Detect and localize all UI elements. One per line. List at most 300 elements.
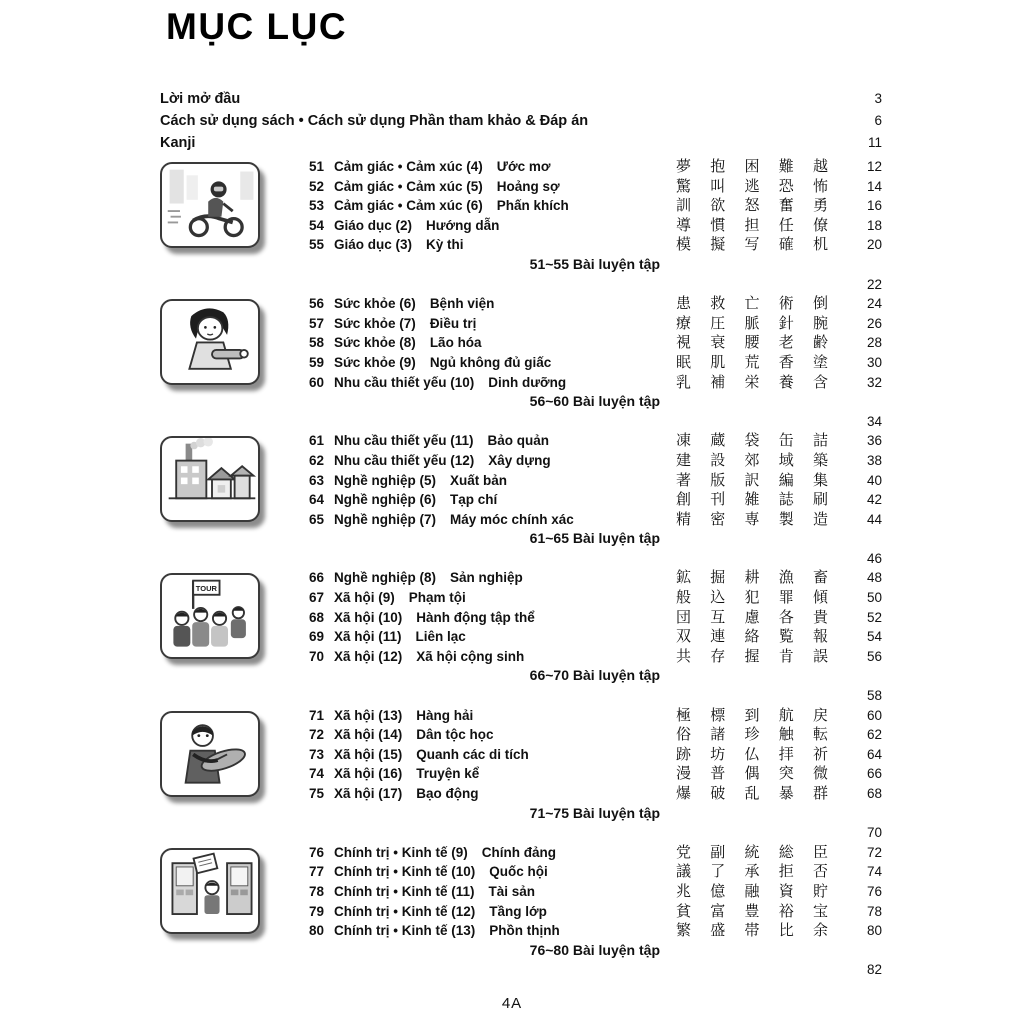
lesson-category: Cảm giác • Cảm xúc (6) — [334, 198, 483, 214]
lesson-topic: Tài sản — [488, 883, 536, 899]
kanji-char: 統 — [744, 842, 760, 861]
lesson-title — [334, 216, 676, 236]
kanji-char: 豊 — [744, 901, 760, 920]
lesson-page: 44 — [866, 511, 882, 527]
man-carrying-icon — [162, 713, 260, 794]
lesson-title — [334, 706, 676, 726]
lesson-row — [300, 314, 882, 334]
lesson-row — [300, 490, 882, 510]
lesson-category: Xã hội (17) — [334, 786, 403, 801]
lesson-kanji-list — [676, 471, 828, 491]
lesson-row — [300, 862, 882, 882]
lesson-row — [300, 745, 882, 765]
lesson-title — [334, 862, 676, 882]
kanji-char: 群 — [812, 784, 828, 802]
lesson-topic: Sản nghiệp — [450, 570, 523, 586]
lesson-number: 71 — [308, 707, 324, 723]
kanji-char: 凍 — [676, 431, 692, 450]
lesson-title — [334, 510, 676, 530]
lesson-page: 20 — [866, 237, 882, 253]
lesson-kanji-list — [676, 314, 828, 334]
kanji-char: 億 — [710, 881, 726, 900]
kanji-char: 党 — [676, 842, 692, 861]
lesson-number: 59 — [308, 354, 324, 370]
kanji-char: 恐 — [778, 176, 794, 195]
lesson-topic: Lão hóa — [429, 335, 482, 351]
lesson-topic: Quanh các di tích — [416, 746, 529, 762]
lesson-topic: Xuất bản — [450, 472, 508, 488]
lesson-kanji-list — [676, 235, 828, 255]
kanji-char: 荒 — [744, 352, 760, 371]
review-page: 34 — [866, 413, 882, 429]
kanji-char: 造 — [812, 509, 828, 528]
review-page: 22 — [866, 276, 882, 292]
kanji-char: 患 — [676, 294, 692, 313]
lesson-title — [334, 843, 676, 863]
lesson-topic: Tầng lớp — [489, 903, 547, 919]
kanji-char: 戻 — [812, 705, 828, 724]
lesson-rows — [300, 843, 882, 980]
kanji-char: 眠 — [676, 352, 692, 371]
toc-section — [160, 294, 882, 431]
lesson-number: 57 — [308, 315, 324, 331]
lesson-kanji-list — [676, 568, 828, 588]
lesson-row — [300, 647, 882, 667]
lesson-number: 54 — [308, 217, 324, 233]
kanji-char: 視 — [676, 333, 692, 352]
lesson-topic: Phấn khích — [496, 198, 569, 214]
kanji-char: 融 — [744, 881, 760, 900]
lesson-row — [300, 373, 882, 393]
lesson-topic: Xây dựng — [488, 452, 551, 468]
lesson-category: Nhu cầu thiết yếu (12) — [334, 452, 475, 468]
kanji-char: 否 — [812, 862, 828, 881]
lesson-page: 40 — [866, 472, 882, 488]
kanji-char: 怖 — [812, 176, 828, 195]
kanji-char: 精 — [676, 509, 692, 528]
lesson-page: 48 — [866, 570, 882, 586]
kanji-char: 模 — [676, 235, 692, 254]
kanji-char: 腕 — [812, 313, 828, 332]
man-carrying-illustration — [160, 711, 260, 797]
lesson-title — [334, 373, 676, 393]
lesson-number: 55 — [308, 237, 324, 253]
lesson-topic: Bệnh viện — [429, 296, 495, 312]
woman-first-aid-illustration — [160, 299, 260, 385]
lesson-category: Nghề nghiệp (6) — [334, 492, 436, 508]
kanji-char: 覧 — [778, 627, 794, 646]
kanji-char: 鉱 — [676, 568, 692, 587]
lesson-number: 68 — [308, 609, 324, 625]
lesson-kanji-list — [676, 294, 828, 314]
lesson-page: 30 — [866, 354, 882, 370]
kanji-char: 偶 — [744, 764, 760, 783]
kanji-char: 詰 — [812, 431, 828, 450]
lesson-rows — [300, 568, 882, 705]
lesson-page: 38 — [866, 452, 882, 468]
lesson-row — [300, 333, 882, 353]
motorbike-rider-illustration — [160, 162, 260, 248]
kanji-char: 欲 — [710, 196, 726, 215]
kanji-char: 込 — [710, 588, 726, 607]
lesson-number: 67 — [308, 590, 324, 606]
kanji-char: 確 — [778, 235, 794, 254]
review-page-row — [300, 823, 882, 843]
kanji-char: 双 — [676, 627, 692, 646]
lesson-title — [334, 235, 676, 255]
kanji-char: 養 — [778, 372, 794, 391]
lesson-kanji-list — [676, 764, 828, 784]
kanji-char: 任 — [778, 215, 794, 234]
kanji-char: 爆 — [676, 784, 692, 802]
kanji-char: 郊 — [744, 450, 760, 469]
kanji-char: 盛 — [710, 921, 726, 940]
lesson-category: Giáo dục (2) — [334, 217, 413, 233]
lesson-number: 65 — [308, 511, 324, 527]
review-row — [300, 392, 882, 412]
kanji-char: 困 — [744, 157, 760, 175]
review-page: 58 — [866, 688, 882, 704]
kanji-char: 含 — [812, 372, 828, 391]
lesson-title — [334, 353, 676, 373]
lesson-topic: Tạp chí — [450, 492, 498, 508]
kanji-char: 療 — [676, 313, 692, 332]
lesson-topic: Điều trị — [429, 315, 477, 331]
kanji-char: 総 — [778, 842, 794, 861]
kanji-char: 雑 — [744, 490, 760, 509]
kanji-char: 肌 — [710, 352, 726, 371]
kanji-char: 標 — [710, 705, 726, 724]
lesson-rows — [300, 431, 882, 568]
kanji-char: 抱 — [710, 157, 726, 175]
lesson-page: 24 — [866, 296, 882, 312]
tour-group-illustration — [160, 573, 260, 659]
kanji-char: 各 — [778, 607, 794, 626]
lesson-title — [334, 902, 676, 922]
lesson-page: 68 — [866, 786, 882, 801]
front-matter-list — [160, 88, 882, 154]
lesson-topic: Phồn thịnh — [489, 923, 560, 939]
review-page-row — [300, 960, 882, 980]
toc-section — [160, 706, 882, 843]
kanji-char: 到 — [744, 705, 760, 724]
lesson-topic: Xã hội cộng sinh — [416, 648, 525, 664]
lesson-kanji-list — [676, 921, 828, 941]
kanji-char: 般 — [676, 588, 692, 607]
kanji-char: 突 — [778, 764, 794, 783]
lesson-row — [300, 588, 882, 608]
lesson-kanji-list — [676, 902, 828, 922]
lesson-kanji-list — [676, 196, 828, 216]
kanji-char: 貯 — [812, 881, 828, 900]
kanji-char: 団 — [676, 607, 692, 626]
lesson-title — [334, 157, 676, 177]
lesson-kanji-list — [676, 627, 828, 647]
kanji-char: 漫 — [676, 764, 692, 783]
lesson-row — [300, 627, 882, 647]
lesson-page: 14 — [866, 178, 882, 194]
lesson-topic: Phạm tội — [408, 590, 466, 606]
front-matter-row — [160, 88, 882, 110]
kanji-char: 訳 — [744, 470, 760, 489]
kanji-char: 珍 — [744, 725, 760, 744]
lesson-category: Sức khỏe (7) — [334, 315, 416, 331]
front-matter-label: Kanji — [160, 135, 196, 151]
kanji-char: 漁 — [778, 568, 794, 587]
lesson-category: Nghề nghiệp (8) — [334, 570, 436, 586]
lesson-title — [334, 568, 676, 588]
lesson-title — [334, 471, 676, 491]
kanji-char: 共 — [676, 646, 692, 665]
kanji-char: 了 — [710, 862, 726, 881]
lesson-title — [334, 490, 676, 510]
lesson-row — [300, 882, 882, 902]
lesson-category: Chính trị • Kinh tế (11) — [334, 883, 475, 899]
lesson-category: Xã hội (9) — [334, 590, 395, 606]
kanji-char: 富 — [710, 901, 726, 920]
lesson-page: 78 — [866, 903, 882, 919]
lesson-number: 69 — [308, 629, 324, 645]
lesson-number: 73 — [308, 746, 324, 762]
lesson-kanji-list — [676, 647, 828, 667]
kanji-char: 承 — [744, 862, 760, 881]
lesson-category: Xã hội (10) — [334, 609, 403, 625]
review-label: 71~75 Bài luyện tập — [529, 804, 660, 821]
kanji-char: 暴 — [778, 784, 794, 802]
kanji-char: 訓 — [676, 196, 692, 215]
kanji-char: 破 — [710, 784, 726, 802]
front-matter-row — [160, 132, 882, 154]
kanji-char: 建 — [676, 450, 692, 469]
kanji-char: 臣 — [812, 842, 828, 861]
lesson-kanji-list — [676, 862, 828, 882]
lesson-number: 70 — [308, 648, 324, 664]
lesson-number: 78 — [308, 883, 324, 899]
lesson-row — [300, 196, 882, 216]
lesson-category: Xã hội (11) — [334, 629, 402, 645]
lesson-page: 42 — [866, 492, 882, 508]
front-matter-label: Cách sử dụng sách • Cách sử dụng Phần tham khảo & Đáp án — [160, 113, 589, 129]
lesson-number: 53 — [308, 198, 324, 214]
kanji-char: 裕 — [778, 901, 794, 920]
lesson-kanji-list — [676, 216, 828, 236]
kanji-char: 報 — [812, 627, 828, 646]
lesson-kanji-list — [676, 725, 828, 745]
toc-sections — [160, 157, 882, 980]
lesson-page: 74 — [866, 864, 882, 880]
lesson-kanji-list — [676, 882, 828, 902]
lesson-number: 79 — [308, 903, 324, 919]
lesson-category: Chính trị • Kinh tế (10) — [334, 864, 476, 880]
review-label: 56~60 Bài luyện tập — [529, 393, 660, 410]
lesson-page: 54 — [866, 629, 882, 645]
kanji-char: 極 — [676, 705, 692, 724]
lesson-category: Xã hội (15) — [334, 746, 403, 762]
front-matter-row — [160, 110, 882, 132]
lesson-row — [300, 157, 882, 177]
kanji-char: 専 — [744, 509, 760, 528]
lesson-row — [300, 706, 882, 726]
kanji-char: 連 — [710, 627, 726, 646]
vending-machines-illustration — [160, 848, 260, 934]
lesson-topic: Máy móc chính xác — [450, 511, 574, 527]
kanji-char: 貴 — [812, 607, 828, 626]
lesson-page: 76 — [866, 883, 882, 899]
kanji-char: 刊 — [710, 490, 726, 509]
lesson-category: Nghề nghiệp (5) — [334, 472, 436, 488]
kanji-char: 創 — [676, 490, 692, 509]
lesson-topic: Kỳ thi — [426, 237, 464, 253]
lesson-topic: Ngủ không đủ giấc — [429, 354, 552, 370]
lesson-row — [300, 843, 882, 863]
lesson-kanji-list — [676, 706, 828, 726]
kanji-char: 絡 — [744, 627, 760, 646]
kanji-char: 難 — [778, 157, 794, 175]
kanji-char: 資 — [778, 881, 794, 900]
lesson-category: Xã hội (12) — [334, 648, 403, 664]
kanji-char: 術 — [778, 294, 794, 313]
lesson-category: Xã hội (14) — [334, 727, 403, 743]
lesson-number: 60 — [308, 374, 324, 390]
kanji-char: 貧 — [676, 901, 692, 920]
kanji-char: 著 — [676, 470, 692, 489]
lesson-number: 63 — [308, 472, 324, 488]
lesson-topic: Hàng hải — [416, 707, 474, 723]
lesson-title — [334, 294, 676, 314]
lesson-topic: Bảo quản — [487, 433, 550, 449]
lesson-row — [300, 568, 882, 588]
kanji-char: 版 — [710, 470, 726, 489]
lesson-row — [300, 177, 882, 197]
lesson-category: Nhu cầu thiết yếu (11) — [334, 433, 474, 449]
toc-content — [160, 88, 882, 980]
front-matter-label: Lời mở đầu — [160, 91, 241, 107]
lesson-page: 28 — [866, 335, 882, 351]
lesson-number: 61 — [308, 433, 324, 449]
review-page: 46 — [866, 550, 882, 566]
lesson-category: Sức khỏe (6) — [334, 296, 416, 312]
kanji-char: 僚 — [812, 215, 828, 234]
kanji-char: 倒 — [812, 294, 828, 313]
lesson-rows — [300, 157, 882, 294]
lesson-number: 77 — [308, 864, 324, 880]
lesson-title — [334, 196, 676, 216]
kanji-char: 兆 — [676, 881, 692, 900]
kanji-char: 余 — [812, 921, 828, 940]
lesson-kanji-list — [676, 373, 828, 393]
lesson-row — [300, 784, 882, 804]
review-page-row — [300, 686, 882, 706]
town-buildings-illustration — [160, 436, 260, 522]
lesson-category: Chính trị • Kinh tế (9) — [334, 844, 468, 860]
kanji-char: 勇 — [812, 196, 828, 215]
lesson-number: 58 — [308, 335, 324, 351]
lesson-topic: Chính đảng — [481, 844, 556, 860]
kanji-char: 亡 — [744, 294, 760, 313]
lesson-row — [300, 235, 882, 255]
lesson-title — [334, 588, 676, 608]
front-matter-page: 3 — [874, 91, 882, 106]
lesson-topic: Hoảng sợ — [496, 178, 560, 194]
lesson-row — [300, 216, 882, 236]
kanji-char: 誌 — [778, 490, 794, 509]
lesson-category: Cảm giác • Cảm xúc (5) — [334, 178, 483, 194]
kanji-char: 傾 — [812, 588, 828, 607]
lesson-title — [334, 627, 676, 647]
review-row — [300, 804, 882, 824]
lesson-category: Chính trị • Kinh tế (12) — [334, 903, 476, 919]
lesson-title — [334, 608, 676, 628]
lesson-title — [334, 764, 676, 784]
lesson-rows — [300, 294, 882, 431]
lesson-category: Cảm giác • Cảm xúc (4) — [334, 159, 483, 174]
kanji-char: 議 — [676, 862, 692, 881]
lesson-topic: Dân tộc học — [416, 727, 494, 743]
lesson-topic: Hướng dẫn — [426, 217, 500, 233]
lesson-kanji-list — [676, 333, 828, 353]
kanji-char: 刷 — [812, 490, 828, 509]
kanji-char: 肯 — [778, 646, 794, 665]
kanji-char: 缶 — [778, 431, 794, 450]
kanji-char: 耕 — [744, 568, 760, 587]
lesson-number: 56 — [308, 296, 324, 312]
lesson-page: 12 — [866, 159, 882, 174]
lesson-title — [334, 431, 676, 451]
lesson-title — [334, 451, 676, 471]
kanji-char: 握 — [744, 646, 760, 665]
kanji-char: 齢 — [812, 333, 828, 352]
lesson-page: 56 — [866, 648, 882, 664]
kanji-char: 拒 — [778, 862, 794, 881]
lesson-kanji-list — [676, 588, 828, 608]
review-row — [300, 529, 882, 549]
review-label: 66~70 Bài luyện tập — [529, 667, 660, 684]
review-label: 61~65 Bài luyện tập — [529, 530, 660, 547]
lesson-title — [334, 333, 676, 353]
lesson-number: 72 — [308, 727, 324, 743]
kanji-char: 慣 — [710, 215, 726, 234]
kanji-char: 逃 — [744, 176, 760, 195]
kanji-char: 触 — [778, 725, 794, 744]
review-page: 70 — [866, 825, 882, 841]
lesson-number: 80 — [308, 923, 324, 939]
lesson-title — [334, 921, 676, 941]
lesson-category: Nghề nghiệp (7) — [334, 511, 436, 527]
kanji-char: 乱 — [744, 784, 760, 802]
kanji-char: 製 — [778, 509, 794, 528]
kanji-char: 老 — [778, 333, 794, 352]
lesson-kanji-list — [676, 608, 828, 628]
kanji-char: 罪 — [778, 588, 794, 607]
kanji-char: 設 — [710, 450, 726, 469]
kanji-char: 掘 — [710, 568, 726, 587]
lesson-row — [300, 764, 882, 784]
lesson-number: 66 — [308, 570, 324, 586]
kanji-char: 密 — [710, 509, 726, 528]
kanji-char: 栄 — [744, 372, 760, 391]
toc-section — [160, 157, 882, 294]
lesson-page: 36 — [866, 433, 882, 449]
lesson-row — [300, 725, 882, 745]
lesson-topic: Ước mơ — [496, 159, 551, 174]
vending-machines-icon — [162, 850, 260, 931]
kanji-char: 航 — [778, 705, 794, 724]
lesson-title — [334, 784, 676, 804]
review-page-row — [300, 549, 882, 569]
lesson-page: 18 — [866, 217, 882, 233]
tour-group-icon — [162, 575, 260, 656]
kanji-char: 驚 — [676, 176, 692, 195]
